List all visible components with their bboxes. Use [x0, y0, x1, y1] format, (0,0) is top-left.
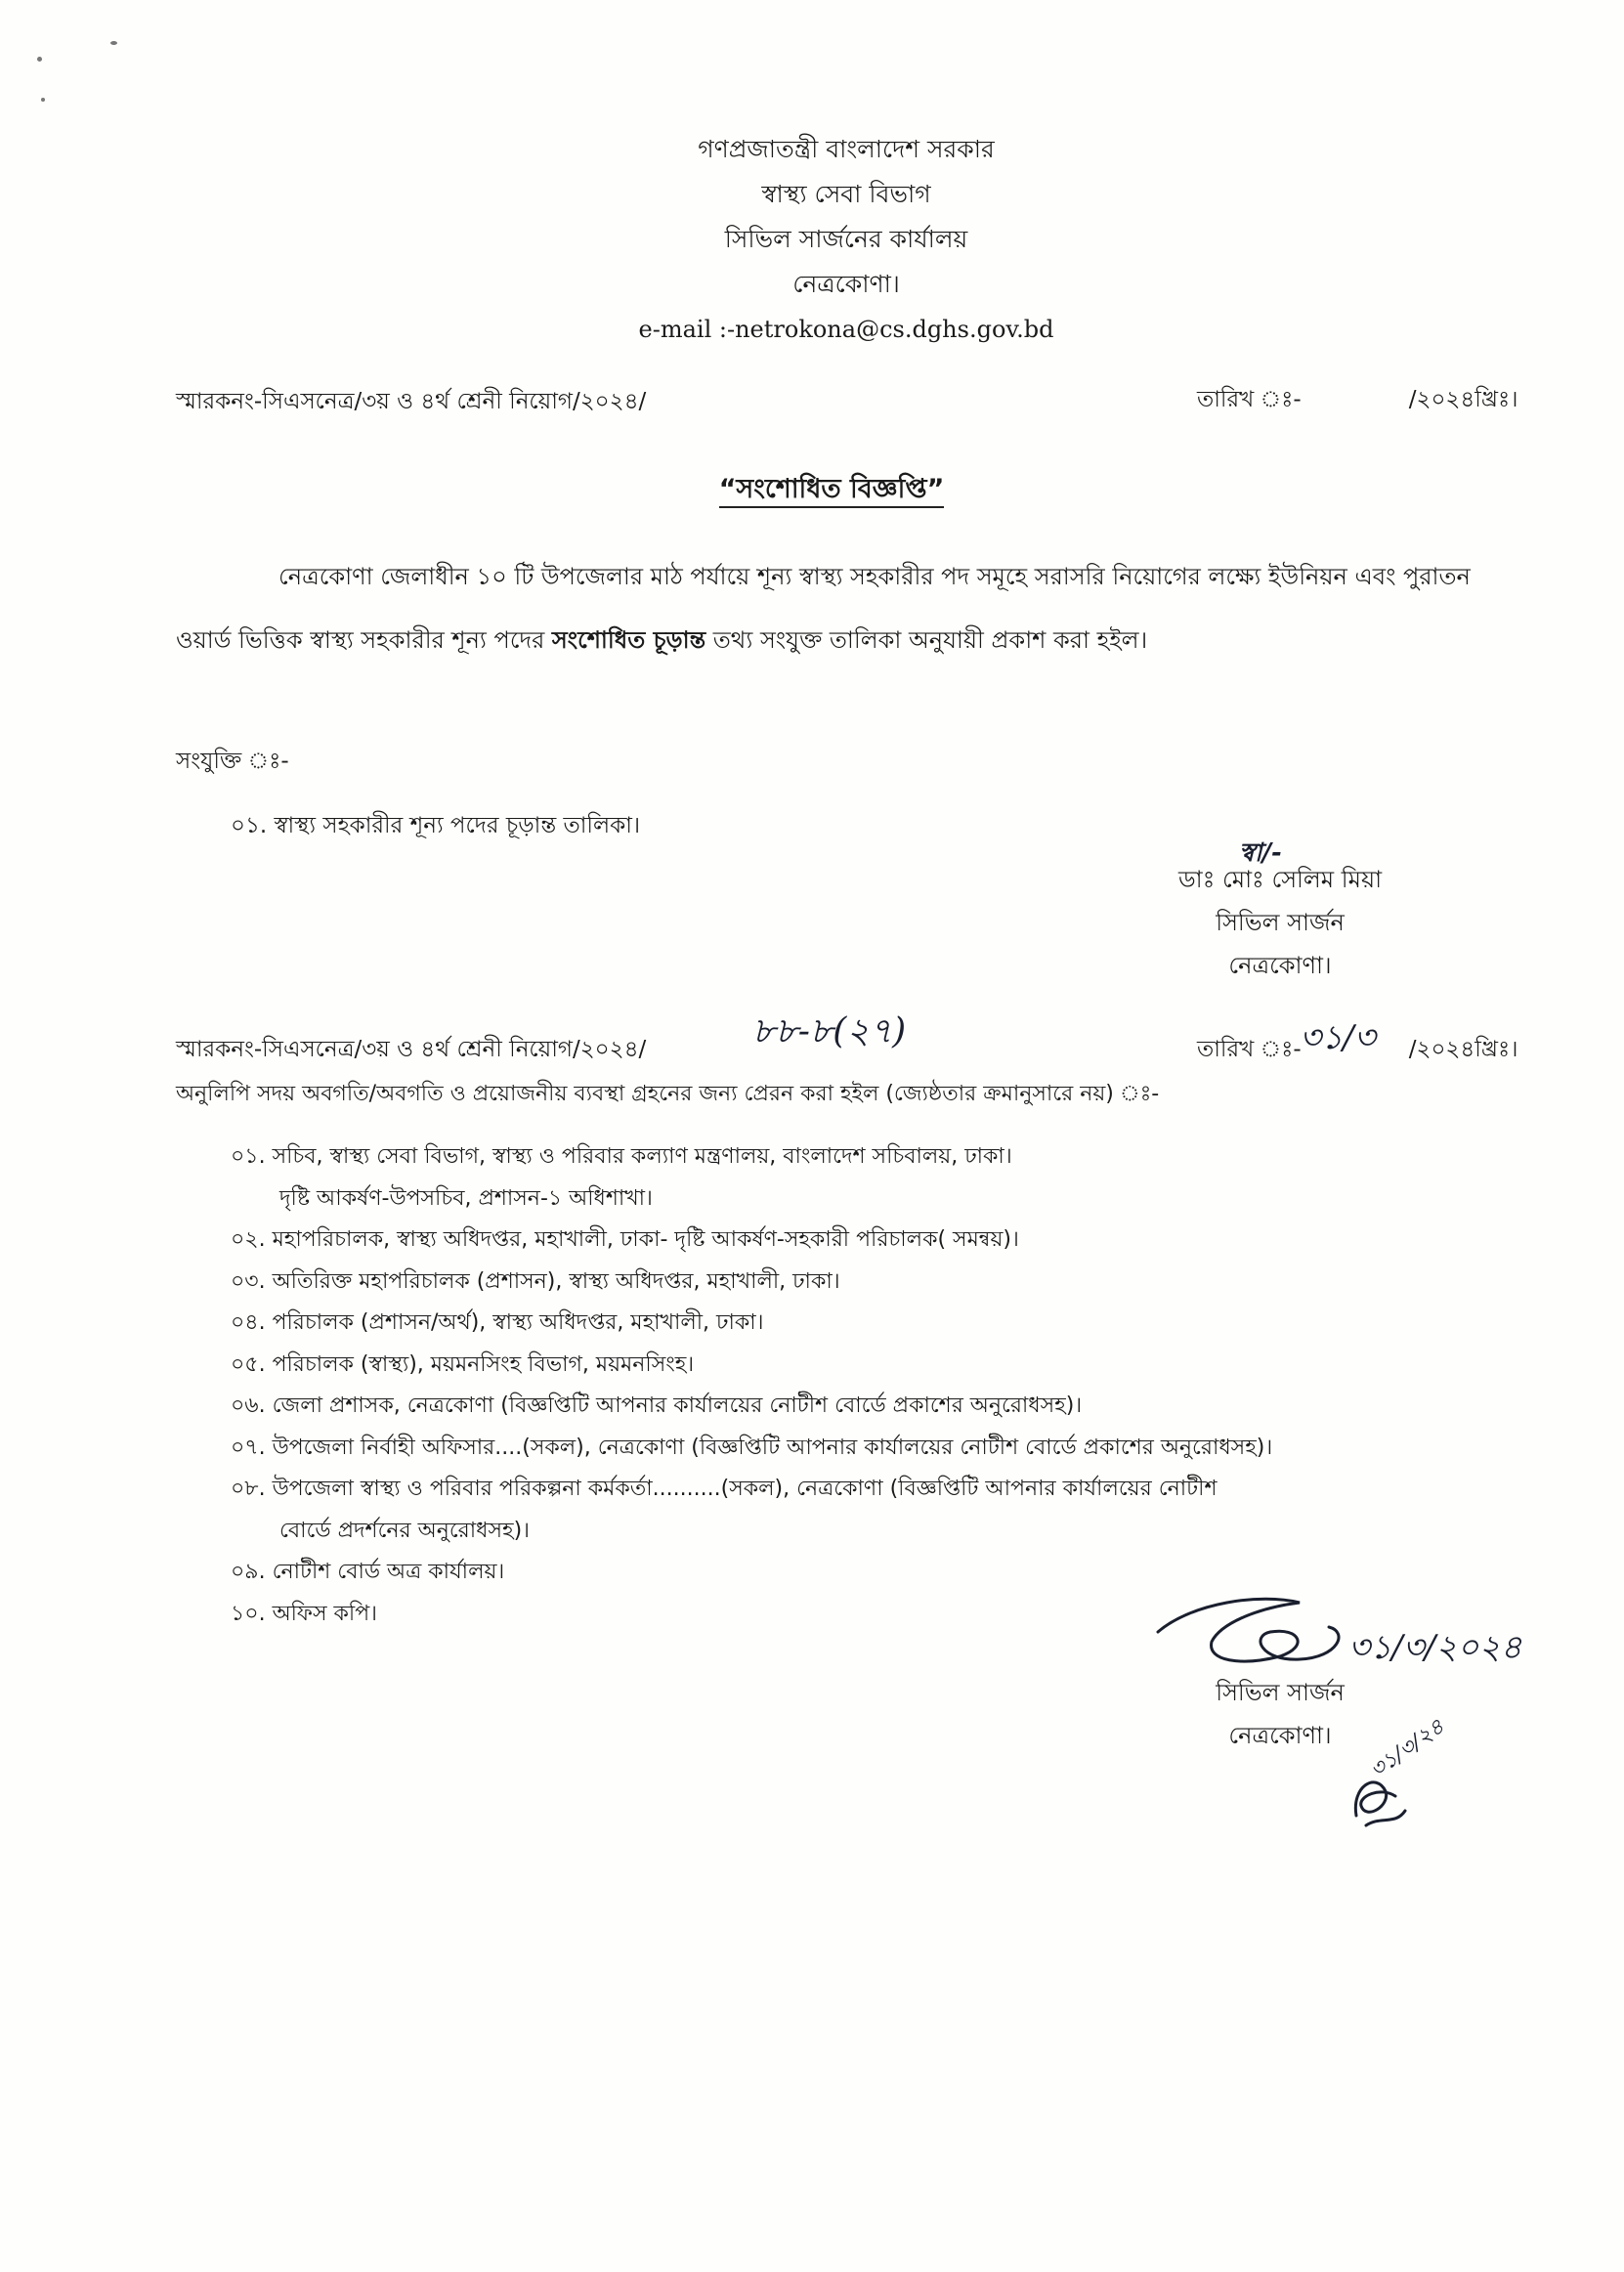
letterhead [0, 127, 1624, 352]
list-item-continuation: বোর্ডে প্রদর্শনের অনুরোধসহ)। [279, 1518, 531, 1543]
signatory-office-2: নেত্রকোণা। [1228, 1722, 1332, 1749]
memo-date [1197, 381, 1517, 419]
list-item-continuation: দৃষ্টি আকর্ষণ-উপসচিব, প্রশাসন-১ অধিশাখা। [279, 1185, 653, 1211]
memo-ref-text: স্মারকনং-সিএসনেত্র/৩য় ও ৪র্থ শ্রেনী নিয়োগ/২০২৪/ [176, 389, 647, 414]
govt-name: গণপ্রজাতন্ত্রী বাংলাদেশ সরকার [698, 135, 995, 163]
handwritten-date: ৩১/৩ [1300, 1018, 1376, 1057]
notice-title [0, 469, 1624, 513]
body-text-2: তথ্য সংযুক্ত তালিকা অনুযায়ী প্রকাশ করা হইল। [705, 626, 1148, 654]
handwritten-memo-number: ৮৮-৮(২৭) [752, 1011, 907, 1051]
signatory-block-2 [1168, 1671, 1392, 1757]
list-item: ১০. অফিস কপি। [231, 1601, 378, 1626]
body-text-bold: সংশোধিত চূড়ান্ত [551, 626, 706, 654]
copy-date-value: /২০২৪খ্রিঃ। [1408, 1037, 1518, 1062]
attachment-label: সংযুক্তি ঃ- [176, 749, 289, 774]
body-text-1: নেত্রকোণা জেলাধীন ১০ টি উপজেলার মাঠ পর্যায়ে শূন্য স্বাস্থ্য সহকারীর পদ সমূহে সরাসরি নিয়োগের লক্ষ্যে ইউনিয়ন এবং পুরাতন ওয়ার্ড ভিত্তিক স্বাস্থ্য সহকারীর শূন্য পদের [176, 563, 1471, 654]
date-label: তারিখ ঃ- [1197, 387, 1302, 412]
copy-memo-ref-text: স্মারকনং-সিএসনেত্র/৩য় ও ৪র্থ শ্রেনী নিয়োগ/২০২৪/ [176, 1037, 647, 1062]
office-email: e-mail :-netrokona@cs.dghs.gov.bd [638, 316, 1054, 343]
list-item: ০৭. উপজেলা নির্বাহী অফিসার....(সকল), নেত্রকোণা (বিজ্ঞপ্তিটি আপনার কার্যালয়ের নোটীশ বোর্ডে প্রকাশের অনুরোধসহ)। [231, 1435, 1273, 1460]
scan-mark [41, 98, 45, 102]
signatory-block [1168, 858, 1392, 987]
signatory-designation-2: সিভিল সার্জন [1216, 1679, 1345, 1706]
list-item: ০২. মহাপরিচালক, স্বাস্থ্য অধিদপ্তর, মহাখালী, ঢাকা- দৃষ্টি আকর্ষণ-সহকারী পরিচালক( সমন্বয়)। [231, 1227, 1019, 1252]
copy-intro: অনুলিপি সদয় অবগতি/অবগতি ও প্রয়োজনীয় ব্যবস্থা গ্রহনের জন্য প্রেরন করা হইল (জ্যেষ্ঠতার ক্রমানুসারে নয়) ঃ- [176, 1082, 1160, 1106]
list-item: ০৯. নোটীশ বোর্ড অত্র কার্যালয়। [231, 1560, 505, 1584]
list-item: ০৬. জেলা প্রশাসক, নেত্রকোণা (বিজ্ঞপ্তিটি আপনার কার্যালয়ের নোটীশ বোর্ডে প্রকাশের অনুরোধসহ)। [231, 1393, 1083, 1418]
scan-mark [37, 57, 42, 62]
distribution-list [231, 1136, 1540, 1635]
copy-memo-reference [176, 1031, 646, 1069]
list-item: ০৫. পরিচালক (স্বাস্থ্য), ময়মনসিংহ বিভাগ, ময়মনসিংহ। [231, 1351, 695, 1377]
signatory-office: নেত্রকোণা। [1228, 952, 1332, 979]
list-item: ০৮. উপজেলা স্বাস্থ্য ও পরিবার পরিকল্পনা কর্মকর্তা..........(সকল), নেত্রকোণা (বিজ্ঞপ্তিটি আপনার কার্যালয়ের নোটীশ [231, 1477, 1218, 1501]
signatory-name: ডাঃ মোঃ সেলিম মিয়া [1177, 866, 1383, 893]
signatory-designation: সিভিল সার্জন [1216, 909, 1345, 936]
attachment-item: ০১. স্বাস্থ্য সহকারীর শূন্য পদের চূড়ান্ত তালিকা। [231, 813, 641, 838]
copy-date-label: তারিখ ঃ- [1197, 1037, 1302, 1062]
district-name: নেত্রকোণা। [792, 270, 900, 298]
list-item: ০৩. অতিরিক্ত মহাপরিচালক (প্রশাসন), স্বাস্থ্য অধিদপ্তর, মহাখালী, ঢাকা। [231, 1268, 840, 1294]
notice-title-text: “সংশোধিত বিজ্ঞপ্তি” [719, 474, 945, 508]
office-name: সিভিল সার্জনের কার্যালয় [724, 225, 968, 253]
date-value: /২০২৪খ্রিঃ। [1408, 387, 1518, 412]
scan-mark [110, 41, 117, 45]
list-item: ০১. সচিব, স্বাস্থ্য সেবা বিভাগ, স্বাস্থ্য ও পরিবার কল্যাণ মন্ত্রণালয়, বাংলাদেশ সচিবালয়, ঢাকা। [231, 1144, 1012, 1169]
memo-reference [176, 383, 646, 421]
signed-initial: স্বা/- [1239, 838, 1282, 868]
list-item: ০৪. পরিচালক (প্রশাসন/অর্থ), স্বাস্থ্য অধিদপ্তর, মহাখালী, ঢাকা। [231, 1310, 764, 1335]
notice-body [176, 545, 1524, 672]
division-name: স্বাস্থ্য সেবা বিভাগ [761, 180, 931, 208]
initial-date: ৩১/৩/২৪ [1365, 1714, 1449, 1783]
signature-date: ৩১/৩/২০২৪ [1348, 1628, 1522, 1667]
